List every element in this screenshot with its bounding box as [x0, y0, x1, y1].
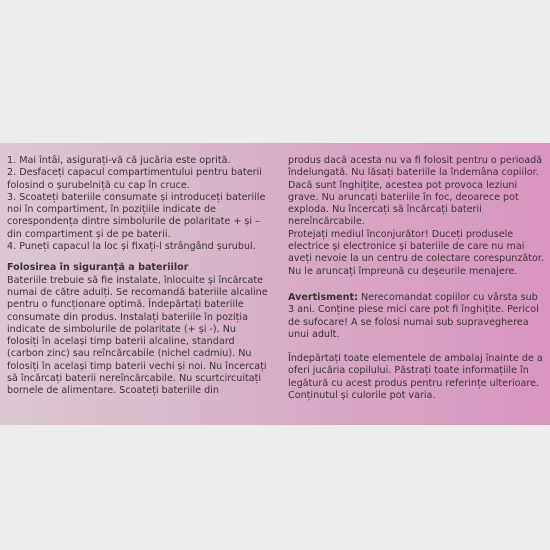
warning-paragraph	[288, 292, 546, 341]
packaging-notice: Îndepărtați toate elementele de ambalaj înainte de a oferi jucăria copilului. Păstrați toate informațiile în legătură cu acest produs pentru referințe ulterioare. Conținutul și culorile pot varia.	[288, 353, 543, 402]
instruction-step-1: 1. Mai întâi, asigurați-vă că jucăria este oprită.	[7, 155, 231, 166]
warning-label: Avertisment:	[288, 291, 358, 303]
warning-text: Nerecomandat copiilor cu vârsta sub 3 ani. Conține piese mici care pot fi înghițite. Pericol de sufocare! A se folosi numai sub supravegherea unui adult.	[288, 291, 539, 340]
battery-safety-continuation: produs dacă acesta nu va fi folosit pentru o perioadă îndelungată. Nu lăsați bateriile la îndemâna copiilor. Dacă sunt înghițite, acestea pot provoca leziuni grave. Nu aruncați bateriile în foc, deoarece pot exploda. Nu încercați să încărcați baterii nereîncărcabile.	[288, 155, 543, 228]
instruction-leaflet	[0, 143, 550, 425]
instruction-step-3: 3. Scoateți bateriile consumate și introduceți bateriile noi în compartiment, în pozițiile indicate de corespondența dintre simbolurile de polaritate + și – din compartiment și de pe baterii.	[7, 191, 266, 240]
right-column	[288, 155, 546, 402]
left-column	[7, 155, 269, 398]
environment-notice: Protejați mediul înconjurător! Duceți produsele electrice și electronice și bateriile de care nu mai aveți nevoie la un centru de colectare corespunzător. Nu le aruncați împreună cu deșeurile menajere.	[288, 228, 545, 277]
battery-safety-heading: Folosirea în siguranță a bateriilor	[7, 262, 189, 274]
instruction-step-2: 2. Desfaceți capacul compartimentului pentru baterii folosind o șurubelniță cu cap în cruce.	[7, 167, 262, 191]
battery-safety-text: Bateriile trebuie să fie instalate, înlocuite și încărcate numai de către adulți. Se recomandă bateriile alcaline pentru o funcționare optimă. Îndepărtați bateriile consumate din produs. Instalați bateriile în poziția indicate de simbolurile de polaritate (+ și -). Nu folosiți în același timp baterii alcaline, standard (carbon zinc) sau reîncărcabile (nichel cadmiu). Nu folosiți în același timp baterii vechi și noi. Nu încercați să încărcați baterii nereîncărcabile. Nu scurtcircuitați bornele de alimentare. Scoateți bateriile din	[7, 274, 268, 397]
instruction-step-4: 4. Puneți capacul la loc și fixați-l strângând șurubul.	[7, 241, 256, 253]
